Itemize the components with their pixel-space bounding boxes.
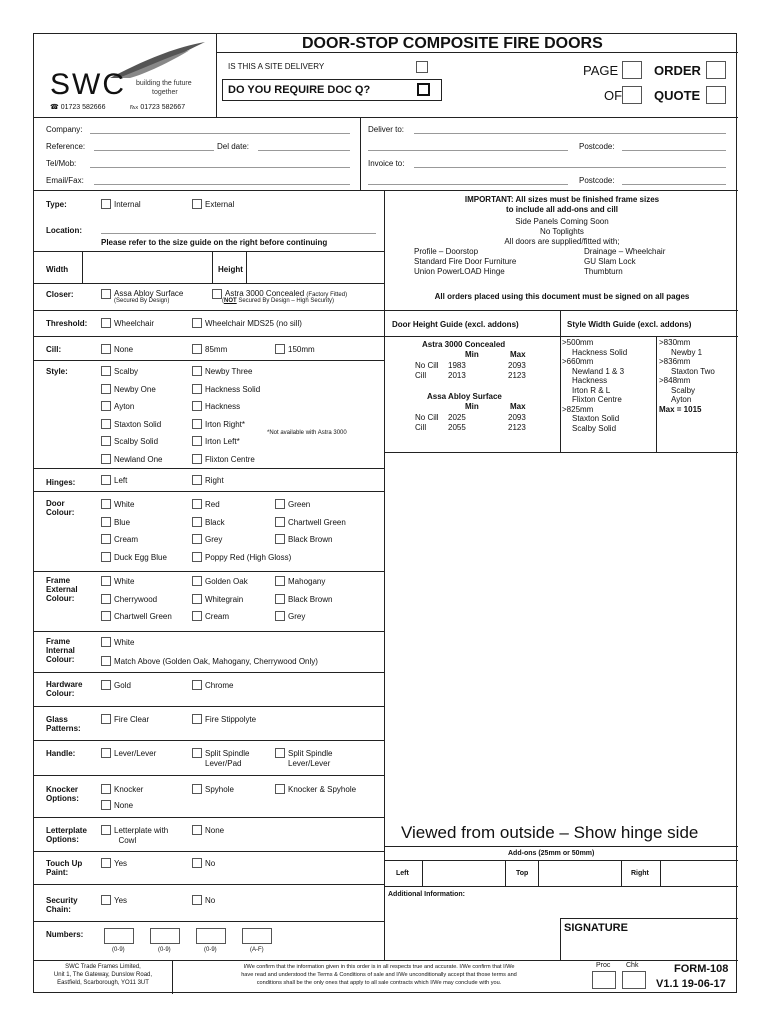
- feature-1b: Drainage – Wheelchair: [584, 247, 666, 256]
- width-guide-entry: Staxton Two: [671, 366, 715, 376]
- width-guide-entry: Scalby Solid: [572, 423, 617, 433]
- not-text: NOT: [224, 298, 237, 304]
- astra-fitted: (Factory Fitted): [306, 292, 348, 298]
- security-no-checkbox[interactable]: [192, 895, 202, 905]
- addon-top-label: Top: [516, 870, 529, 877]
- cill-none-label: None: [114, 345, 134, 354]
- address-line-2: Unit 1, The Gateway, Dunslow Road,: [53, 972, 153, 978]
- split-pad-text-2: Lever/Pad: [205, 759, 242, 768]
- security-yes-checkbox[interactable]: [101, 895, 111, 905]
- door-colour-option-label: Blue: [114, 517, 131, 527]
- door-colour-option-checkbox[interactable]: [192, 552, 202, 562]
- viewed-from-outside: Viewed from outside – Show hinge side: [401, 823, 699, 842]
- security-yes-label: Yes: [114, 896, 128, 905]
- door-colour-option-label: White: [114, 500, 135, 509]
- postcode-label-1: Postcode:: [579, 142, 615, 151]
- deliver-to-label: Deliver to:: [368, 125, 405, 134]
- style-option-checkbox[interactable]: [101, 454, 111, 464]
- style-option-label: Flixton Centre: [205, 454, 255, 464]
- touchup-yes-checkbox[interactable]: [101, 858, 111, 868]
- astra-cill-label: Cill: [415, 371, 427, 380]
- width-guide-entry: >848mm: [659, 376, 691, 385]
- fax-text: 01723 582667: [140, 104, 186, 111]
- quote-label: QUOTE: [654, 88, 701, 103]
- mds25-checkbox[interactable]: [192, 318, 202, 328]
- tel-mob-label: Tel/Mob:: [46, 159, 77, 168]
- door-colour-option-label: Chartwell Green: [288, 517, 346, 527]
- frame-int-white-checkbox[interactable]: [101, 637, 111, 647]
- letterplate-text-1: Letterplate with: [114, 826, 169, 835]
- reference-label: Reference:: [46, 142, 86, 151]
- frame-ext-option-label: Chartwell Green: [114, 612, 172, 621]
- postcode-field-1[interactable]: [622, 150, 726, 151]
- letterplate-options-label: Letterplate Options:: [46, 826, 87, 844]
- split-lever-text-2: Lever/Lever: [288, 759, 331, 768]
- astra-cill-min: 2013: [448, 371, 466, 380]
- style-option-label: Scalby: [114, 367, 139, 376]
- tel-mob-field[interactable]: [90, 167, 350, 168]
- invoice-to-field-2[interactable]: [368, 184, 568, 185]
- assa-surface-sub: (Secured By Design): [114, 298, 170, 304]
- number-hint-2: (0-9): [158, 947, 171, 953]
- door-colour-option-label: Duck Egg Blue: [114, 552, 167, 562]
- security-chain-label: Security Chain:: [46, 896, 78, 914]
- signature-label: SIGNATURE: [564, 922, 628, 934]
- gold-label: Gold: [114, 681, 131, 690]
- addon-right-label: Right: [631, 870, 649, 877]
- width-guide-col-2: [659, 338, 715, 414]
- deliver-to-field[interactable]: [414, 133, 726, 134]
- style-option-checkbox[interactable]: [192, 454, 202, 464]
- handle-label: Handle:: [46, 749, 76, 758]
- feature-3a: Union PowerLOAD Hinge: [414, 267, 505, 276]
- knocker-options-label: Knocker Options:: [46, 785, 79, 803]
- numbers-label: Numbers:: [46, 930, 84, 939]
- postcode-field-2[interactable]: [622, 184, 726, 185]
- touchup-no-checkbox[interactable]: [192, 858, 202, 868]
- assa-heading: Assa Abloy Surface: [427, 392, 502, 401]
- door-colour-option-checkbox[interactable]: [101, 552, 111, 562]
- closer-label: Closer:: [46, 290, 74, 299]
- feature-3b: Thumbturn: [584, 267, 623, 276]
- wheelchair-checkbox[interactable]: [101, 318, 111, 328]
- form-title: DOOR-STOP COMPOSITE FIRE DOORS: [302, 35, 603, 52]
- invoice-to-field[interactable]: [414, 167, 726, 168]
- letterplate-label: [114, 826, 168, 846]
- wheelchair-label: Wheelchair: [114, 319, 155, 328]
- assa-nocill-min: 2025: [448, 413, 466, 422]
- astra-cill-max: 2123: [508, 371, 526, 380]
- split-pad-checkbox[interactable]: [192, 748, 202, 758]
- del-date-label: Del date:: [217, 142, 250, 151]
- additional-info-label: Additional Information:: [388, 891, 465, 898]
- door-colour-option-checkbox[interactable]: [101, 534, 111, 544]
- door-colour-option-label: Black Brown: [288, 535, 333, 544]
- internal-checkbox[interactable]: [101, 199, 111, 209]
- frame-ext-option-label: Mahogany: [288, 577, 326, 586]
- knocker-none-checkbox[interactable]: [101, 800, 111, 810]
- cill-85-label: 85mm: [205, 345, 228, 354]
- door-colour-option-checkbox[interactable]: [192, 499, 202, 509]
- split-lever-label: [288, 749, 332, 769]
- astra-heading: Astra 3000 Concealed: [422, 340, 506, 349]
- chk-box[interactable]: [622, 971, 646, 989]
- fire-stip-checkbox[interactable]: [192, 714, 202, 724]
- door-colour-option-checkbox[interactable]: [275, 517, 285, 527]
- addons-label: Add-ons (25mm or 50mm): [508, 850, 595, 857]
- hinge-right-checkbox[interactable]: [192, 475, 202, 485]
- cill-150-label: 150mm: [288, 345, 315, 354]
- order-label: ORDER: [654, 63, 701, 78]
- knocker-checkbox[interactable]: [101, 784, 111, 794]
- astra-nocill-max: 2093: [508, 361, 526, 370]
- frame-ext-option-checkbox[interactable]: [192, 594, 202, 604]
- assa-cill-label: Cill: [415, 423, 427, 432]
- door-colour-option-checkbox[interactable]: [192, 517, 202, 527]
- frame-ext-option-label: Whitegrain: [205, 594, 244, 604]
- proc-box[interactable]: [592, 971, 616, 989]
- spyhole-checkbox[interactable]: [192, 784, 202, 794]
- fire-clear-checkbox[interactable]: [101, 714, 111, 724]
- address-line-1: SWC Trade Frames Limited,: [65, 964, 141, 970]
- frame-ext-option-checkbox[interactable]: [275, 576, 285, 586]
- style-option-checkbox[interactable]: [192, 401, 202, 411]
- number-box-4[interactable]: [242, 928, 272, 944]
- frame-int-white-label: White: [114, 638, 135, 647]
- frame-ext-option-label: Cherrywood: [114, 594, 158, 604]
- astra-concealed-sub: (NOT Secured By Design – High Security): [222, 298, 335, 304]
- proc-label: Proc: [596, 962, 611, 969]
- form-version: V1.1 19-06-17: [656, 978, 726, 990]
- feature-2b: GU Slam Lock: [584, 257, 636, 266]
- assa-max-header: Max: [510, 402, 526, 411]
- internal-label: Internal: [114, 200, 141, 209]
- cill-label: Cill:: [46, 345, 62, 354]
- door-colour-label: Door Colour:: [46, 499, 75, 517]
- quote-checkbox[interactable]: [706, 86, 726, 104]
- number-box-2[interactable]: [150, 928, 180, 944]
- page-label: PAGE: [583, 63, 619, 78]
- style-option-checkbox[interactable]: [192, 419, 202, 429]
- frame-int-match-checkbox[interactable]: [101, 656, 111, 666]
- hardware-label: Hardware Colour:: [46, 680, 83, 698]
- frame-ext-option-label: White: [114, 577, 135, 586]
- width-guide-entry: Flixton Centre: [572, 395, 622, 404]
- width-guide-entry: >836mm: [659, 357, 691, 366]
- letterplate-checkbox[interactable]: [101, 825, 111, 835]
- width-guide-entry: >830mm: [659, 338, 691, 347]
- width-guide-entry: >500mm: [562, 338, 594, 347]
- assa-nocill-max: 2093: [508, 413, 526, 422]
- important-line-3: Side Panels Coming Soon: [515, 217, 609, 226]
- knocker-spyhole-label: Knocker & Spyhole: [288, 785, 357, 794]
- assa-surface-label: Assa Abloy Surface: [114, 289, 184, 298]
- important-line-2: to include all add-ons and cill: [505, 205, 618, 214]
- of-label: OF: [604, 88, 623, 103]
- width-guide-entry: >660mm: [562, 357, 594, 366]
- astra-concealed-label: [225, 289, 347, 298]
- style-option-checkbox[interactable]: [101, 436, 111, 446]
- astra-max-header: Max: [510, 350, 526, 359]
- hinges-label: Hinges:: [46, 478, 76, 487]
- style-option-checkbox[interactable]: [192, 384, 202, 394]
- important-details: [386, 217, 738, 247]
- chk-label: Chk: [626, 962, 639, 969]
- page-total-box[interactable]: [622, 86, 642, 104]
- invoice-to-label: Invoice to:: [368, 159, 405, 168]
- external-checkbox[interactable]: [192, 199, 202, 209]
- style-option-checkbox[interactable]: [192, 366, 202, 376]
- style-option-label: Irton Left*: [205, 437, 240, 446]
- width-guide-entry: Irton R & L: [572, 385, 611, 395]
- frame-ext-option-checkbox[interactable]: [275, 611, 285, 621]
- cill-150-checkbox[interactable]: [275, 344, 285, 354]
- frame-ext-option-checkbox[interactable]: [192, 576, 202, 586]
- company-address: [34, 963, 172, 987]
- style-option-label: Staxton Solid: [114, 419, 162, 429]
- width-label: Width: [46, 265, 69, 274]
- frame-ext-option-label: Black Brown: [288, 594, 333, 604]
- door-colour-option-label: Grey: [205, 535, 223, 544]
- style-option-label: Newby One: [114, 384, 156, 394]
- fax-icon: ℻: [130, 104, 139, 111]
- width-guide-entry: Scalby: [671, 385, 696, 395]
- width-guide-entry: Staxton Solid: [572, 414, 620, 423]
- addon-left-label: Left: [396, 870, 409, 877]
- letterplate-none-label: None: [205, 826, 225, 835]
- width-guide-entry: Max = 1015: [659, 404, 702, 414]
- spyhole-label: Spyhole: [205, 785, 234, 794]
- door-colour-option-label: Green: [288, 500, 311, 509]
- cill-85-checkbox[interactable]: [192, 344, 202, 354]
- location-label: Location:: [46, 226, 82, 235]
- style-option-label: Scalby Solid: [114, 437, 159, 446]
- assa-nocill-label: No Cill: [415, 413, 439, 422]
- frame-ext-option-checkbox[interactable]: [275, 594, 285, 604]
- terms-line-1: I/We confirm that the information given in this order is in all respects true and accurate. I/We confirm that I/We: [243, 964, 515, 970]
- style-option-label: Ayton: [114, 402, 135, 411]
- terms-line-3: conditions shall be the only ones that apply to all sale contracts which I/We may conclude with you.: [256, 980, 502, 986]
- astra-concealed-checkbox[interactable]: [212, 289, 222, 299]
- astra-sub-text: Secured By Design – High Security): [238, 298, 335, 304]
- frame-ext-option-checkbox[interactable]: [101, 576, 111, 586]
- style-option-checkbox[interactable]: [101, 419, 111, 429]
- important-note: [386, 195, 738, 215]
- knocker-spyhole-checkbox[interactable]: [275, 784, 285, 794]
- del-date-field[interactable]: [258, 150, 350, 151]
- type-label: Type:: [46, 200, 67, 209]
- width-guide-entry: Newby 1: [671, 347, 703, 357]
- external-label: External: [205, 200, 235, 209]
- size-note: Please refer to the size guide on the right before continuing: [101, 238, 328, 247]
- height-label: Height: [218, 265, 243, 274]
- style-option-checkbox[interactable]: [101, 384, 111, 394]
- order-checkbox[interactable]: [706, 61, 726, 79]
- frame-int-match-label: Match Above (Golden Oak, Mahogany, Cherrywood Only): [114, 657, 318, 666]
- astra-nocill-label: No Cill: [415, 361, 439, 370]
- terms-line-2: have read and understood the Terms & Conditions of sale and I/We unconditionally accept that those terms and: [241, 972, 517, 978]
- width-guide-entry: Hackness: [572, 376, 608, 385]
- postcode-label-2: Postcode:: [579, 176, 615, 185]
- split-lever-checkbox[interactable]: [275, 748, 285, 758]
- location-field[interactable]: [101, 233, 376, 234]
- cill-none-checkbox[interactable]: [101, 344, 111, 354]
- terms-text: [174, 963, 584, 987]
- style-label: Style:: [46, 367, 68, 376]
- doc-q-text: DO YOU REQUIRE DOC Q?: [228, 84, 371, 96]
- door-colour-option-checkbox[interactable]: [192, 534, 202, 544]
- style-option-checkbox[interactable]: [101, 401, 111, 411]
- door-colour-option-checkbox[interactable]: [275, 534, 285, 544]
- swc-logo: [40, 40, 210, 110]
- letterplate-none-checkbox[interactable]: [192, 825, 202, 835]
- style-option-checkbox[interactable]: [192, 436, 202, 446]
- split-pad-label: [205, 749, 249, 769]
- glass-label: Glass Patterns:: [46, 715, 81, 733]
- mds25-label: Wheelchair MDS25 (no sill): [205, 319, 302, 328]
- touchup-label: Touch Up Paint:: [46, 859, 83, 877]
- width-guide-entry: Newland 1 & 3: [572, 366, 625, 376]
- style-option-label: Newby Three: [205, 367, 253, 376]
- split-pad-text-1: Split Spindle: [205, 749, 250, 758]
- phone-text: 01723 582666: [60, 104, 106, 111]
- signature-box[interactable]: [561, 936, 737, 960]
- important-line-5: All doors are supplied/fitted with;: [504, 237, 620, 246]
- door-colour-option-label: Black: [205, 517, 225, 527]
- knocker-label: Knocker: [114, 785, 144, 794]
- fax-number: [130, 103, 185, 111]
- doc-q-checkbox[interactable]: [417, 83, 430, 96]
- number-box-1[interactable]: [104, 928, 134, 944]
- assa-cill-min: 2055: [448, 423, 466, 432]
- style-option-checkbox[interactable]: [101, 366, 111, 376]
- hinge-right-label: Right: [205, 476, 224, 485]
- frame-ext-option-label: Golden Oak: [205, 577, 248, 586]
- frame-ext-label: Frame External Colour:: [46, 576, 78, 603]
- number-hint-4: (A-F): [250, 947, 264, 953]
- fire-stip-label: Fire Stippolyte: [205, 715, 257, 724]
- email-fax-label: Email/Fax:: [46, 176, 84, 185]
- height-guide-title: Door Height Guide (excl. addons): [392, 320, 519, 329]
- deliver-to-field-2[interactable]: [368, 150, 568, 151]
- knocker-none-label: None: [114, 801, 134, 810]
- number-hint-1: (0-9): [112, 947, 125, 953]
- form-number: FORM-108: [674, 963, 729, 975]
- assa-min-header: Min: [465, 402, 479, 411]
- hinge-left-label: Left: [114, 476, 128, 485]
- assa-cill-max: 2123: [508, 423, 526, 432]
- door-colour-option-checkbox[interactable]: [101, 499, 111, 509]
- style-option-label: Hackness Solid: [205, 384, 261, 394]
- doc-q-label: [222, 79, 442, 101]
- logo-tagline-1: building the future: [136, 80, 192, 87]
- number-box-3[interactable]: [196, 928, 226, 944]
- important-line-1: IMPORTANT: All sizes must be finished frame sizes: [464, 195, 660, 204]
- width-guide-entry: Hackness Solid: [572, 347, 628, 357]
- fire-clear-label: Fire Clear: [114, 715, 150, 724]
- door-colour-option-checkbox[interactable]: [101, 517, 111, 527]
- gold-checkbox[interactable]: [101, 680, 111, 690]
- touchup-no-label: No: [205, 859, 216, 868]
- astra-text: Astra 3000 Concealed: [225, 289, 305, 298]
- company-label: Company:: [46, 125, 83, 134]
- style-option-label: Irton Right*: [205, 419, 246, 429]
- lever-label: Lever/Lever: [114, 749, 157, 758]
- order-form: [33, 33, 737, 993]
- style-note: *Not available with Astra 3000: [267, 430, 347, 436]
- number-hint-3: (0-9): [204, 947, 217, 953]
- company-field[interactable]: [90, 133, 350, 134]
- width-guide-entry: Ayton: [671, 395, 692, 404]
- hinge-left-checkbox[interactable]: [101, 475, 111, 485]
- frame-int-label: Frame Internal Colour:: [46, 637, 75, 664]
- width-guide-col-1: [562, 338, 627, 433]
- security-no-label: No: [205, 896, 216, 905]
- assa-surface-checkbox[interactable]: [101, 289, 111, 299]
- phone-icon: ☎: [50, 104, 59, 111]
- width-guide-entry: >825mm: [562, 404, 594, 414]
- astra-min-header: Min: [465, 350, 479, 359]
- email-fax-field[interactable]: [94, 184, 350, 185]
- feature-2a: Standard Fire Door Furniture: [414, 257, 517, 266]
- width-guide-title: Style Width Guide (excl. addons): [567, 320, 692, 329]
- site-delivery-label: IS THIS A SITE DELIVERY: [228, 62, 325, 71]
- features-left: [414, 247, 516, 277]
- reference-field[interactable]: [94, 150, 214, 151]
- logo-text: SWC: [50, 68, 126, 101]
- door-colour-option-label: Red: [205, 500, 220, 509]
- address-line-3: Eastfield, Scarborough, YO11 3UT: [57, 980, 149, 986]
- lever-checkbox[interactable]: [101, 748, 111, 758]
- door-colour-option-checkbox[interactable]: [275, 499, 285, 509]
- split-lever-text-1: Split Spindle: [288, 749, 333, 758]
- frame-ext-option-checkbox[interactable]: [101, 594, 111, 604]
- phone-number: [50, 103, 105, 111]
- touchup-yes-label: Yes: [114, 859, 128, 868]
- frame-ext-option-checkbox[interactable]: [192, 611, 202, 621]
- door-colour-option-label: Cream: [114, 535, 139, 544]
- logo-tagline-2: together: [152, 89, 178, 96]
- site-delivery-checkbox[interactable]: [416, 61, 428, 73]
- signature-note: All orders placed using this document must be signed on all pages: [434, 292, 690, 301]
- letterplate-text-2: Cowl: [118, 836, 137, 845]
- feature-1a: Profile – Doorstop: [414, 247, 479, 256]
- frame-ext-option-checkbox[interactable]: [101, 611, 111, 621]
- chrome-checkbox[interactable]: [192, 680, 202, 690]
- frame-ext-option-label: Cream: [205, 612, 230, 621]
- features-right: [584, 247, 665, 277]
- frame-ext-option-label: Grey: [288, 612, 306, 621]
- chrome-label: Chrome: [205, 681, 234, 690]
- page-number-box[interactable]: [622, 61, 642, 79]
- threshold-label: Threshold:: [46, 319, 88, 328]
- astra-nocill-min: 1983: [448, 361, 466, 370]
- style-option-label: Newland One: [114, 454, 163, 464]
- door-colour-option-label: Poppy Red (High Gloss): [205, 552, 292, 562]
- style-option-label: Hackness: [205, 402, 241, 411]
- important-line-4: No Toplights: [540, 227, 584, 236]
